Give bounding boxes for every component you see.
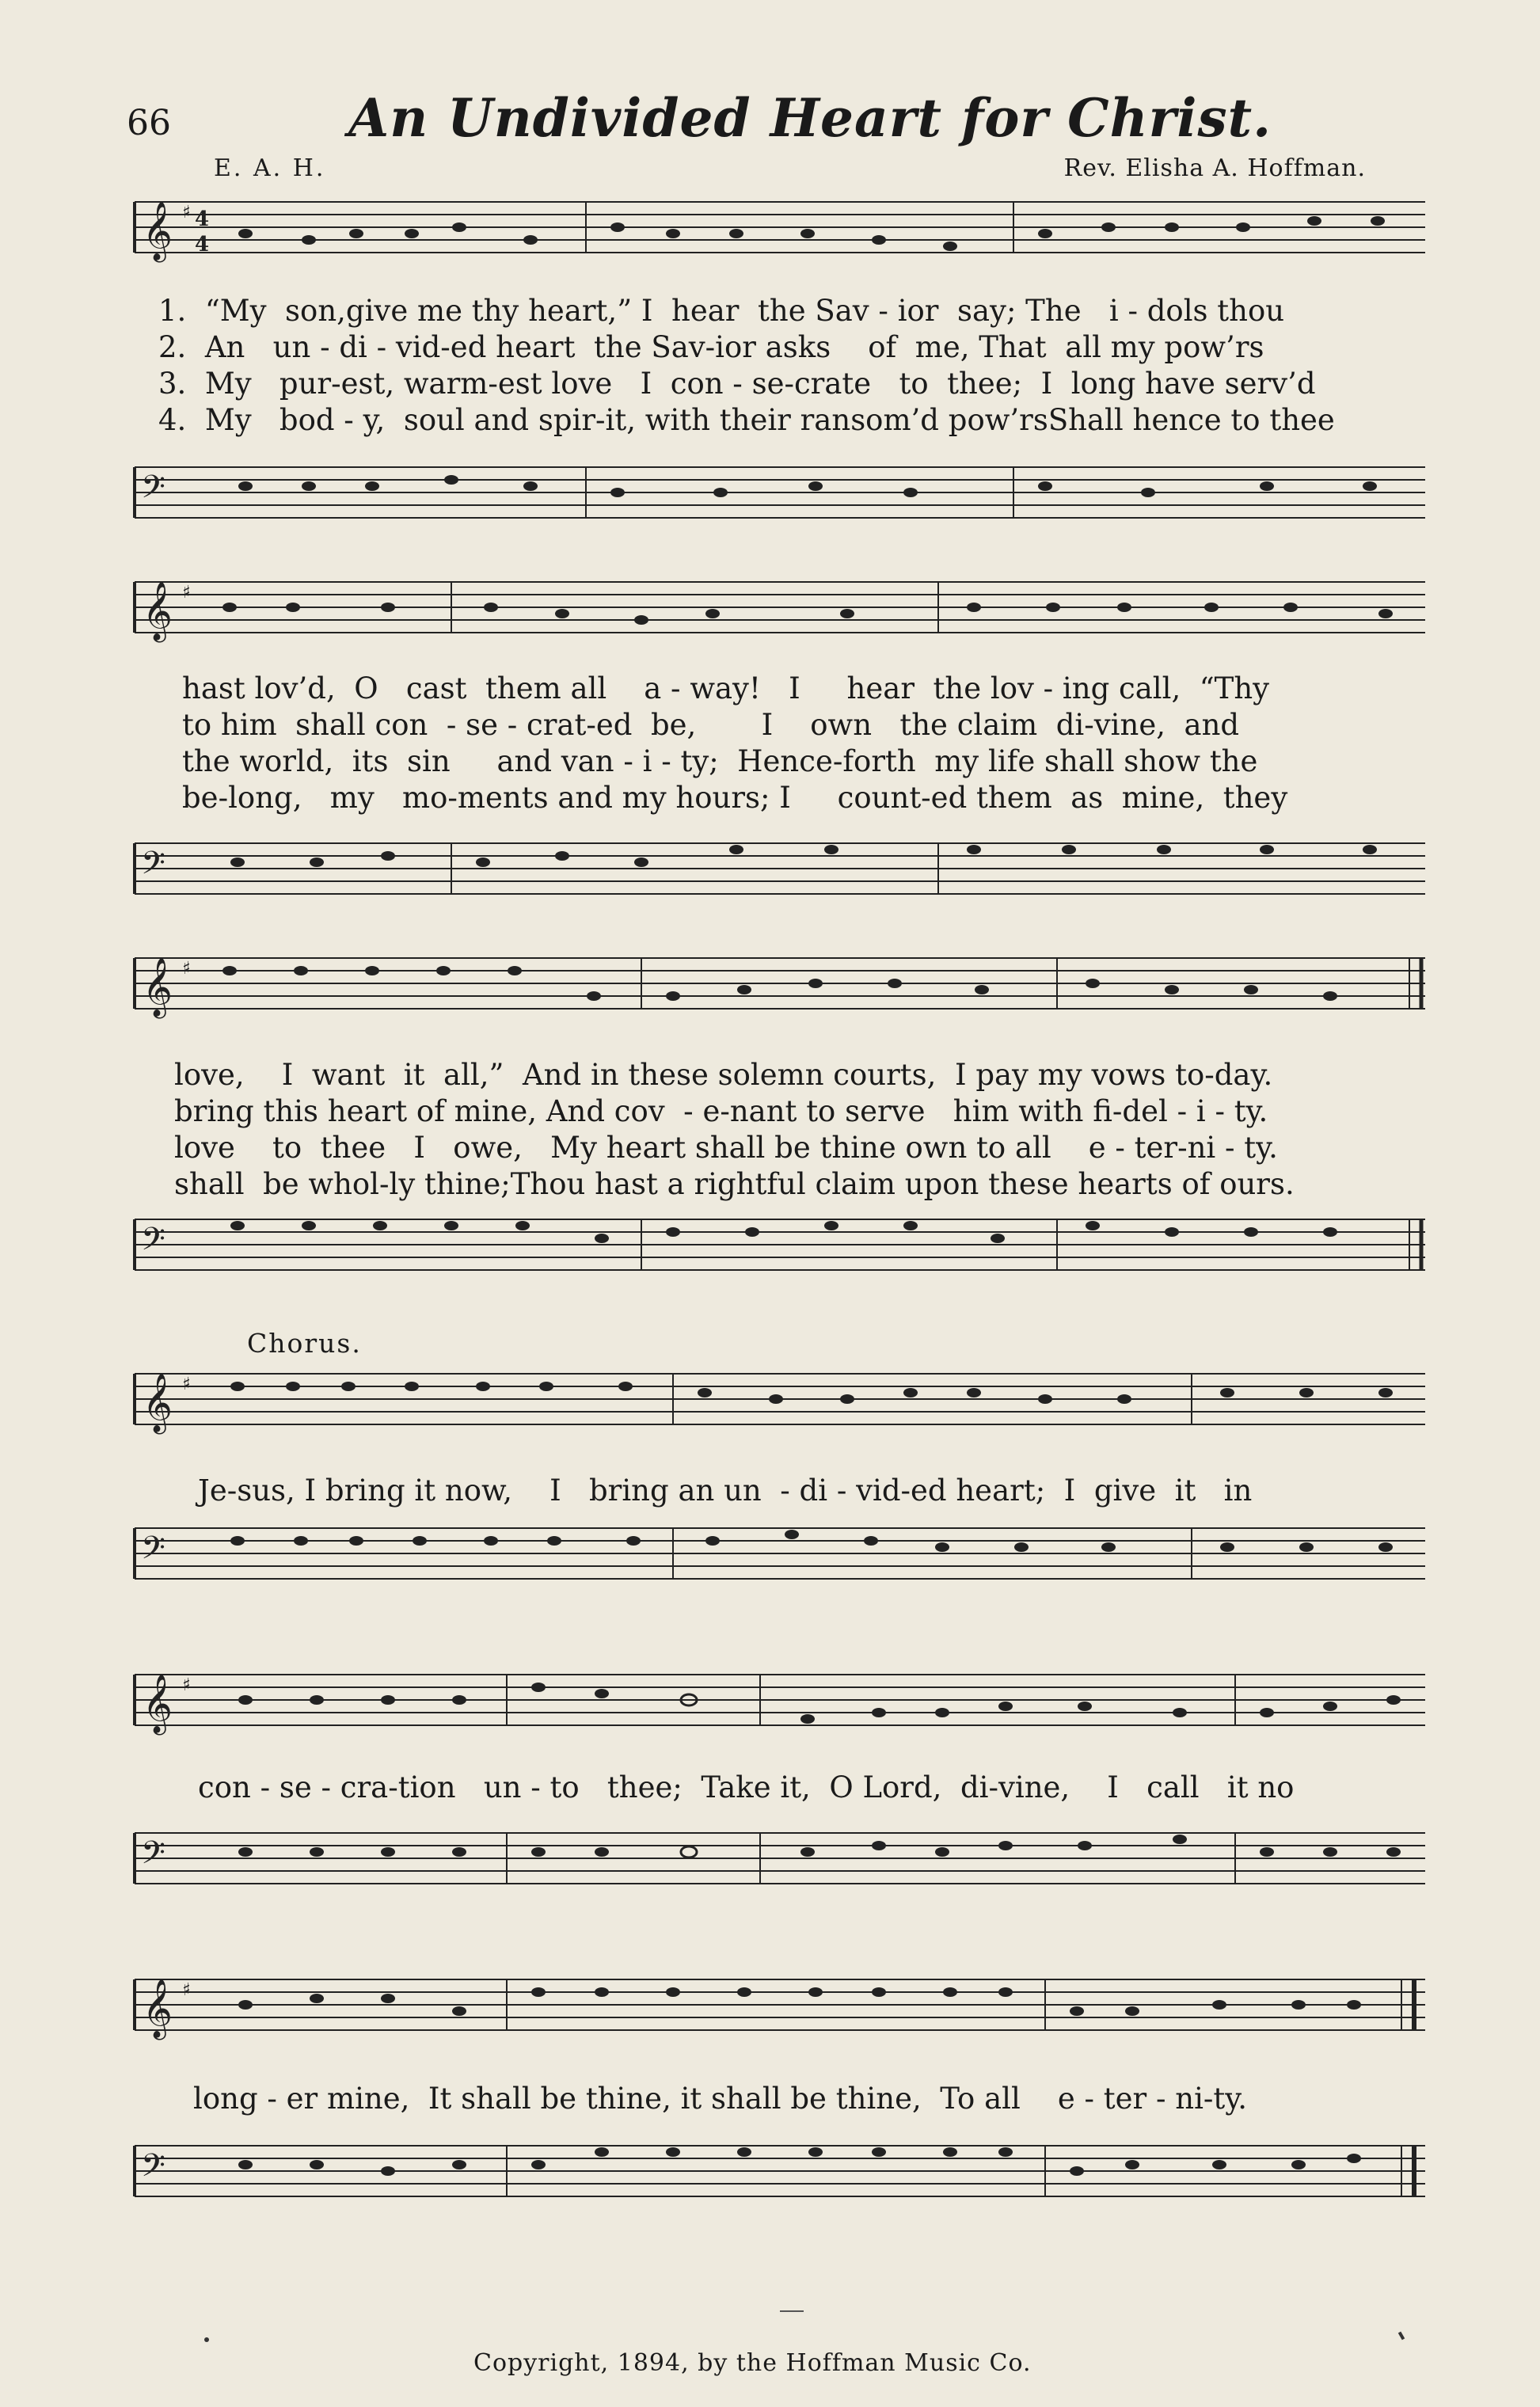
- svg-text:𝄢: 𝄢: [141, 1221, 165, 1265]
- music-system-3: [119, 950, 1433, 1265]
- music-system-2: [119, 574, 1433, 889]
- svg-text:𝄢: 𝄢: [141, 2147, 165, 2192]
- bass-staff: [119, 459, 1433, 538]
- svg-text:♯: ♯: [182, 203, 191, 222]
- lyric-line: long - er mine, It shall be thine, it shall be thine, To all e - ter - ni-ty.: [193, 2082, 1248, 2116]
- lyric-line: love to thee I owe, My heart shall be thine own to all e - ter-ni - ty.: [174, 1131, 1278, 1165]
- lyric-line: hast lov’d, O cast them all a - way! I hear the lov - ing call, “Thy: [182, 671, 1270, 705]
- lyric-line: shall be whol-ly thine;Thou hast a rightful claim upon these hearts of ours.: [174, 1167, 1295, 1201]
- svg-text:♯: ♯: [182, 959, 191, 979]
- svg-text:𝄞: 𝄞: [143, 1979, 173, 2038]
- lyric-line: con - se - cra-tion un - to thee; Take it, O Lord, di-vine, I call it no: [198, 1770, 1295, 1804]
- svg-text:𝄞: 𝄞: [143, 582, 173, 641]
- svg-text:♯: ♯: [182, 583, 191, 603]
- treble-staff: [119, 1667, 1433, 1762]
- lyric-line: be-long, my mo-ments and my hours; I count-ed them as mine, they: [182, 781, 1288, 815]
- lyric-line: 4. My bod - y, soul and spir-it, with their ransom’d pow’rsShall hence to thee: [158, 403, 1335, 437]
- svg-text:𝄞: 𝄞: [143, 1675, 173, 1733]
- svg-text:𝄞: 𝄞: [143, 958, 173, 1017]
- hymn-title: An Undivided Heart for Christ.: [348, 87, 1272, 149]
- bass-staff: [119, 1825, 1433, 1904]
- bass-staff: [119, 2138, 1433, 2217]
- lyric-line: love, I want it all,” And in these solemn courts, I pay my vows to-day.: [174, 1058, 1273, 1092]
- lyric-line: 1. “My son,give me thy heart,” I hear the Sav - ior say; The i - dols thou: [158, 294, 1285, 328]
- lyric-line: to him shall con - se - crat-ed be, I own the claim di-vine, and: [182, 708, 1240, 742]
- treble-staff: [119, 574, 1433, 669]
- music-system-6: [119, 1972, 1433, 2192]
- svg-text:𝄞: 𝄞: [143, 1374, 173, 1432]
- music-system-4: [119, 1366, 1433, 1574]
- chorus-label: Chorus.: [247, 1328, 362, 1359]
- treble-staff: [119, 1972, 1433, 2067]
- copyright-notice: Copyright, 1894, by the Hoffman Music Co.: [473, 2349, 1032, 2377]
- lyric-line: 2. An un - di - vid-ed heart the Sav-ior asks of me, That all my pow’rs: [158, 330, 1264, 364]
- chorus-lyrics: [198, 1473, 1512, 1509]
- lyricist-credit: E. A. H.: [214, 154, 326, 182]
- verse-lyrics: [182, 671, 1496, 816]
- treble-staff: [119, 194, 1433, 289]
- lyric-line: Je-sus, I bring it now, I bring an un - di - vid-ed heart; I give it in: [198, 1473, 1253, 1508]
- lyric-line: bring this heart of mine, And cov - e-nant to serve him with fi-del - i - ty.: [174, 1094, 1268, 1128]
- treble-staff: [119, 950, 1433, 1045]
- bass-staff: [119, 1520, 1433, 1599]
- svg-text:4: 4: [195, 233, 210, 257]
- composer-credit: Rev. Elisha A. Hoffman.: [1063, 154, 1366, 182]
- lyric-line: the world, its sin and van - i - ty; Hence-forth my life shall show the: [182, 744, 1258, 778]
- print-speck: [204, 2337, 209, 2342]
- verse-lyrics: [158, 293, 1473, 439]
- lyric-line: 3. My pur-est, warm-est love I con - se-crate to thee; I long have serv’d: [158, 367, 1316, 401]
- svg-text:𝄢: 𝄢: [141, 1530, 165, 1574]
- verse-lyrics: [174, 1057, 1489, 1203]
- music-system-1: [119, 194, 1433, 513]
- svg-text:𝄢: 𝄢: [141, 1835, 165, 1879]
- print-speck: [1398, 2332, 1405, 2340]
- svg-text:𝄞: 𝄞: [143, 202, 173, 260]
- svg-text:𝄢: 𝄢: [141, 845, 165, 889]
- bass-staff: [119, 1211, 1433, 1291]
- bass-staff: [119, 835, 1433, 915]
- svg-text:♯: ♯: [182, 1675, 191, 1695]
- chorus-lyrics: [198, 1770, 1512, 1806]
- chorus-lyrics: [193, 2081, 1508, 2117]
- svg-text:4: 4: [195, 207, 210, 231]
- treble-staff: [119, 1366, 1433, 1461]
- svg-text:♯: ♯: [182, 1980, 191, 2000]
- divider: [780, 2310, 804, 2312]
- page-number: 66: [127, 103, 171, 143]
- svg-text:𝄢: 𝄢: [141, 469, 165, 513]
- music-system-5: [119, 1667, 1433, 1879]
- svg-text:♯: ♯: [182, 1375, 191, 1394]
